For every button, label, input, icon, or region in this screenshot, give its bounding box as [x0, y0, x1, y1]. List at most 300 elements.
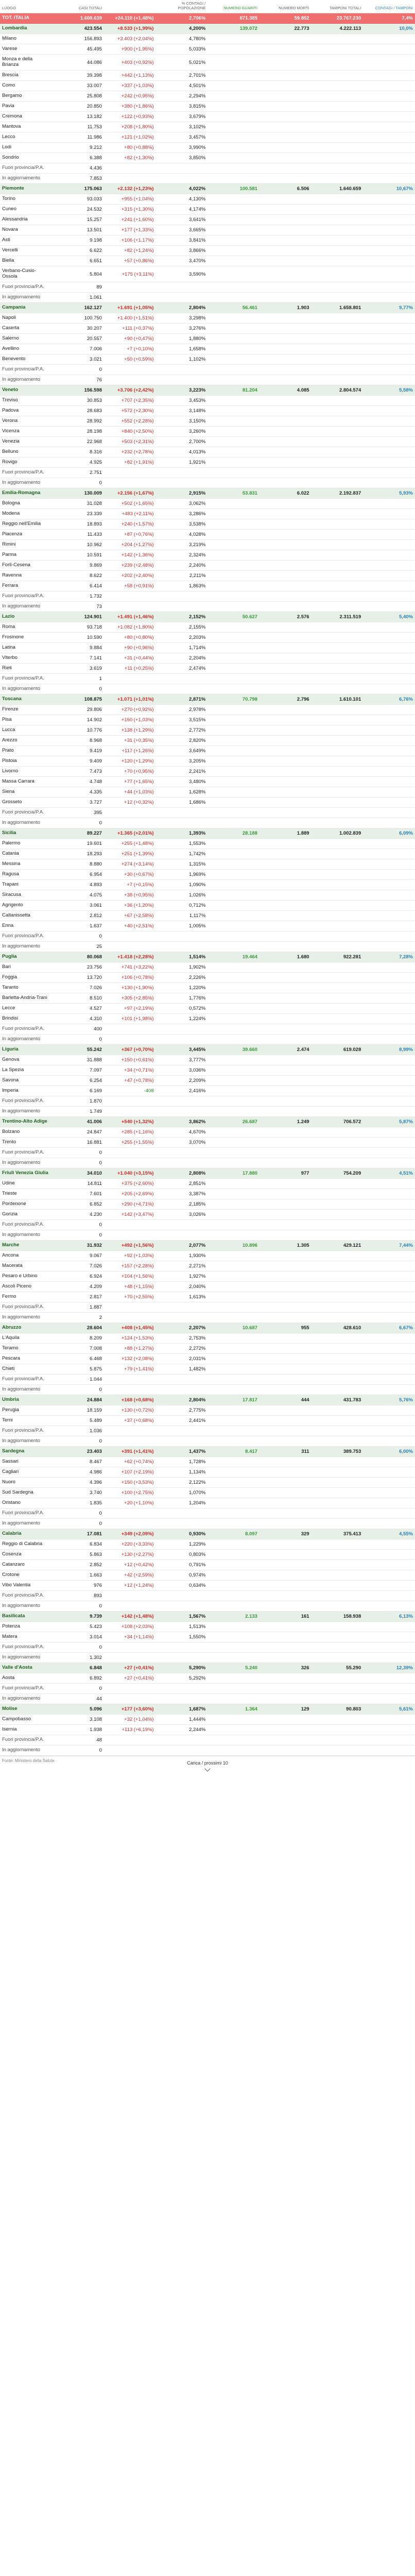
cell-tests: [312, 313, 364, 323]
region-row[interactable]: [0, 694, 415, 704]
cell-recovered: [208, 1127, 260, 1137]
cell-percent-population: 2,294%: [156, 91, 208, 101]
cell-percent-population: 1,930%: [156, 1250, 208, 1261]
cell-total-cases: 25.808: [52, 91, 104, 101]
cell-daily-change: +142 (+3,47%): [104, 1209, 156, 1219]
region-row[interactable]: [0, 1446, 415, 1456]
cell-daily-change: +375 (+2,60%): [104, 1178, 156, 1189]
cell-place: Perugia: [0, 1405, 52, 1415]
unassigned-row: [0, 1024, 415, 1034]
cell-positivity: [363, 982, 415, 993]
province-row: [0, 1281, 415, 1292]
header-daily-change[interactable]: [104, 0, 156, 13]
cell-total-cases: 8.880: [52, 859, 104, 869]
cell-percent-population: 2,209%: [156, 1075, 208, 1086]
cell-deaths: [260, 1292, 312, 1302]
cell-positivity: [363, 931, 415, 941]
cell-place: Potenza: [0, 1621, 52, 1632]
cell-place: Fermo: [0, 1292, 52, 1302]
province-row: [0, 55, 415, 71]
province-row: [0, 143, 415, 153]
cell-place: Venezia: [0, 436, 52, 447]
cell-daily-change: [104, 1096, 156, 1106]
cell-recovered: [208, 1590, 260, 1601]
cell-percent-population: [156, 941, 208, 952]
cell-daily-change: [104, 174, 156, 184]
cell-recovered: [208, 292, 260, 302]
cell-place: Fuori provincia/P.A.: [0, 1683, 52, 1693]
cell-total-cases: 7.853: [52, 174, 104, 184]
cell-percent-population: 2,185%: [156, 1199, 208, 1209]
cell-percent-population: 1,220%: [156, 982, 208, 993]
cell-positivity: [363, 1343, 415, 1353]
cell-percent-population: [156, 1230, 208, 1240]
cell-tests: [312, 1745, 364, 1755]
cell-positivity: [363, 818, 415, 828]
cell-deaths: 1.305: [260, 1240, 312, 1250]
region-row[interactable]: [0, 1611, 415, 1621]
cell-tests: [312, 1487, 364, 1498]
cell-deaths: [260, 756, 312, 766]
cell-deaths: [260, 1477, 312, 1487]
cell-total-cases: 1.637: [52, 921, 104, 931]
cell-positivity: [363, 55, 415, 71]
pending-row: [0, 375, 415, 385]
cell-percent-population: 2,241%: [156, 766, 208, 776]
cell-daily-change: [104, 601, 156, 612]
cell-place: Emilia-Romagna: [0, 488, 52, 498]
cell-percent-population: 3,219%: [156, 539, 208, 550]
region-row[interactable]: [0, 1323, 415, 1333]
cell-daily-change: +403 (+0,92%): [104, 55, 156, 71]
cell-daily-change: [104, 1147, 156, 1158]
cell-tests: [312, 931, 364, 941]
cell-place: Taranto: [0, 982, 52, 993]
cell-place: Enna: [0, 921, 52, 931]
cell-place: Vibo Valentia: [0, 1580, 52, 1590]
cell-positivity: [363, 478, 415, 488]
cell-percent-population: 5,290%: [156, 1663, 208, 1673]
cell-place: Latina: [0, 642, 52, 653]
province-row: [0, 81, 415, 91]
cell-total-cases: 4.075: [52, 890, 104, 900]
cell-positivity: [363, 71, 415, 81]
cell-deaths: [260, 375, 312, 385]
cell-positivity: [363, 1106, 415, 1116]
cell-positivity: [363, 143, 415, 153]
cell-positivity: [363, 1271, 415, 1281]
cell-positivity: [363, 1055, 415, 1065]
cell-positivity: [363, 1456, 415, 1467]
cell-tests: 754.209: [312, 1168, 364, 1178]
cell-daily-change: +1.491 (+1,46%): [104, 612, 156, 622]
cell-recovered: [208, 1219, 260, 1230]
region-row[interactable]: [0, 1395, 415, 1405]
cell-place: Mantova: [0, 122, 52, 132]
header-positivity[interactable]: CONTAGI / TAMPONI: [363, 0, 415, 13]
cell-percent-population: 2,155%: [156, 622, 208, 632]
cell-recovered: [208, 143, 260, 153]
cell-daily-change: [104, 1426, 156, 1436]
cell-percent-population: 1,687%: [156, 1704, 208, 1714]
region-row[interactable]: [0, 1044, 415, 1055]
cell-total-cases: 2.817: [52, 1292, 104, 1302]
cell-percent-population: 3,470%: [156, 256, 208, 266]
cell-place: Verona: [0, 416, 52, 426]
cell-tests: [312, 704, 364, 715]
cell-daily-change: +492 (+1,56%): [104, 1240, 156, 1250]
cell-percent-population: 3,276%: [156, 323, 208, 333]
cell-recovered: 39.660: [208, 1044, 260, 1055]
cell-tests: [312, 900, 364, 910]
cell-tests: [312, 1580, 364, 1590]
cell-deaths: [260, 1230, 312, 1240]
cell-tests: [312, 174, 364, 184]
cell-total-cases: 0: [52, 1508, 104, 1518]
cell-daily-change: [104, 1384, 156, 1395]
cell-positivity: [363, 1714, 415, 1724]
unassigned-row: [0, 807, 415, 818]
province-row: [0, 71, 415, 81]
cell-recovered: [208, 776, 260, 787]
cell-place: Imperia: [0, 1086, 52, 1096]
cell-tests: [312, 1477, 364, 1487]
cell-positivity: [363, 1147, 415, 1158]
cell-percent-population: 1,026%: [156, 890, 208, 900]
cell-total-cases: 8.622: [52, 570, 104, 581]
cell-positivity: [363, 1065, 415, 1075]
cell-percent-population: 2,701%: [156, 71, 208, 81]
header-place[interactable]: LUOGO: [0, 0, 52, 13]
province-row: [0, 194, 415, 205]
cell-daily-change: +1.071 (+1,01%): [104, 694, 156, 704]
cell-deaths: [260, 962, 312, 972]
total-row[interactable]: [0, 13, 415, 24]
cell-daily-change: +315 (+1,30%): [104, 205, 156, 215]
cell-total-cases: 108.875: [52, 694, 104, 704]
cell-tests: [312, 246, 364, 256]
cell-deaths: [260, 205, 312, 215]
cell-positivity: 6,67%: [363, 1323, 415, 1333]
cell-total-cases: 100.750: [52, 313, 104, 323]
cell-daily-change: +220 (+3,33%): [104, 1539, 156, 1549]
cell-percent-population: 3,223%: [156, 385, 208, 395]
cell-positivity: [363, 1292, 415, 1302]
cell-place: Viterbo: [0, 653, 52, 663]
cell-recovered: [208, 1343, 260, 1353]
region-row[interactable]: [0, 1663, 415, 1673]
cell-recovered: [208, 921, 260, 931]
region-row[interactable]: [0, 24, 415, 34]
cell-positivity: [363, 1683, 415, 1693]
cell-total-cases: 10.591: [52, 550, 104, 560]
pending-row: [0, 818, 415, 828]
cell-percent-population: 5,033%: [156, 44, 208, 55]
cell-positivity: [363, 436, 415, 447]
region-row[interactable]: [0, 952, 415, 962]
region-row[interactable]: [0, 1240, 415, 1250]
cell-daily-change: [104, 807, 156, 818]
cell-positivity: [363, 447, 415, 457]
cell-percent-population: 0,930%: [156, 1529, 208, 1539]
cell-percent-population: 2,804%: [156, 1395, 208, 1405]
cell-percent-population: 4,780%: [156, 34, 208, 44]
cell-tests: 428.610: [312, 1323, 364, 1333]
cell-positivity: [363, 787, 415, 797]
cell-percent-population: 4,200%: [156, 24, 208, 34]
cell-total-cases: 6.414: [52, 581, 104, 591]
cell-recovered: [208, 282, 260, 292]
cell-daily-change: +12 (+0,42%): [104, 1560, 156, 1570]
cell-recovered: [208, 993, 260, 1003]
cell-positivity: [363, 941, 415, 952]
cell-tests: [312, 807, 364, 818]
cell-deaths: [260, 1137, 312, 1147]
cell-positivity: [363, 34, 415, 44]
cell-place: Barletta-Andria-Trani: [0, 993, 52, 1003]
cell-percent-population: 1,005%: [156, 921, 208, 931]
cell-deaths: [260, 436, 312, 447]
cell-daily-change: [104, 941, 156, 952]
cell-deaths: [260, 1724, 312, 1735]
cell-percent-population: [156, 673, 208, 684]
cell-total-cases: 80.068: [52, 952, 104, 962]
unassigned-row: [0, 1642, 415, 1652]
cell-tests: 922.281: [312, 952, 364, 962]
cell-tests: [312, 725, 364, 735]
cell-deaths: [260, 246, 312, 256]
province-row: [0, 333, 415, 344]
cell-deaths: [260, 1013, 312, 1024]
cell-tests: [312, 194, 364, 205]
cell-tests: [312, 1292, 364, 1302]
cell-deaths: 2.474: [260, 1044, 312, 1055]
cell-positivity: 5,87%: [363, 1116, 415, 1127]
cell-deaths: [260, 174, 312, 184]
province-row: [0, 354, 415, 364]
cell-place: La Spezia: [0, 1065, 52, 1075]
cell-positivity: [363, 323, 415, 333]
cell-total-cases: 9.884: [52, 642, 104, 653]
cell-positivity: [363, 405, 415, 416]
cell-tests: [312, 1075, 364, 1086]
province-row: [0, 766, 415, 776]
cell-place: Salerno: [0, 333, 52, 344]
cell-place: Milano: [0, 34, 52, 44]
cell-percent-population: 1,117%: [156, 910, 208, 921]
region-row[interactable]: [0, 184, 415, 194]
cell-daily-change: [104, 1683, 156, 1693]
cell-tests: [312, 1621, 364, 1632]
cell-deaths: [260, 416, 312, 426]
cell-tests: [312, 715, 364, 725]
province-row: [0, 34, 415, 44]
region-row[interactable]: [0, 302, 415, 313]
region-row[interactable]: [0, 612, 415, 622]
cell-daily-change: +157 (+2,28%): [104, 1261, 156, 1271]
cell-positivity: [363, 1086, 415, 1096]
cell-total-cases: 73: [52, 601, 104, 612]
cell-tests: [312, 787, 364, 797]
cell-total-cases: 0: [52, 1745, 104, 1755]
cell-positivity: [363, 1673, 415, 1683]
cell-deaths: [260, 1632, 312, 1642]
cell-recovered: [208, 1652, 260, 1663]
cell-daily-change: +177 (+3,60%): [104, 1704, 156, 1714]
cell-recovered: [208, 266, 260, 282]
header-recovered[interactable]: NUMERO GUARITI: [208, 0, 260, 13]
cell-daily-change: [104, 1024, 156, 1034]
cell-place: In aggiornamento: [0, 478, 52, 488]
cell-recovered: [208, 323, 260, 333]
cell-percent-population: [156, 1034, 208, 1044]
cell-positivity: [363, 313, 415, 323]
cell-percent-population: 3,480%: [156, 776, 208, 787]
cell-total-cases: 17.081: [52, 1529, 104, 1539]
region-row[interactable]: [0, 488, 415, 498]
cell-daily-change: [104, 1158, 156, 1168]
cell-deaths: [260, 55, 312, 71]
cell-positivity: [363, 246, 415, 256]
source-note: Fonte: Ministero della Salute: [2, 1758, 55, 1763]
cell-total-cases: 0: [52, 931, 104, 941]
header-row: [0, 0, 415, 13]
header-tests[interactable]: TAMPONI TOTALI: [312, 0, 364, 13]
province-row: [0, 246, 415, 256]
cell-daily-change: [104, 1436, 156, 1446]
region-row[interactable]: [0, 1116, 415, 1127]
cell-place: Veneto: [0, 385, 52, 395]
cell-tests: 1.610.101: [312, 694, 364, 704]
cell-place: Fuori provincia/P.A.: [0, 1508, 52, 1518]
cell-deaths: 326: [260, 1663, 312, 1673]
cell-daily-change: +442 (+1,13%): [104, 71, 156, 81]
unassigned-row: [0, 1374, 415, 1384]
cell-place: In aggiornamento: [0, 1518, 52, 1529]
header-total-cases[interactable]: CASI TOTALI: [52, 0, 104, 13]
cell-deaths: [260, 900, 312, 910]
cell-recovered: [208, 879, 260, 890]
cell-deaths: [260, 467, 312, 478]
cell-positivity: [363, 1075, 415, 1086]
cell-percent-population: 2,820%: [156, 735, 208, 745]
cell-recovered: [208, 972, 260, 982]
province-row: [0, 993, 415, 1003]
cell-positivity: [363, 1580, 415, 1590]
cell-total-cases: 6.169: [52, 1086, 104, 1096]
cell-positivity: [363, 1013, 415, 1024]
pending-row: [0, 292, 415, 302]
cell-place: Sicilia: [0, 828, 52, 838]
cell-tests: [312, 498, 364, 509]
cell-percent-population: 3,260%: [156, 426, 208, 436]
cell-percent-population: 1,921%: [156, 457, 208, 467]
cell-place: Como: [0, 81, 52, 91]
cell-tests: [312, 436, 364, 447]
cell-percent-population: [156, 807, 208, 818]
pending-row: [0, 174, 415, 184]
cell-positivity: [363, 1570, 415, 1580]
cell-tests: [312, 375, 364, 385]
unassigned-row: [0, 1590, 415, 1601]
cell-daily-change: [104, 1374, 156, 1384]
cell-recovered: [208, 735, 260, 745]
header-percent-population[interactable]: % CONTAGI / POPOLAZIONE: [156, 0, 208, 13]
cell-tests: [312, 395, 364, 405]
region-row[interactable]: [0, 1529, 415, 1539]
pending-row: [0, 1034, 415, 1044]
cell-place: In aggiornamento: [0, 1745, 52, 1755]
cell-daily-change: +80 (+0,80%): [104, 632, 156, 642]
cell-recovered: [208, 1065, 260, 1075]
province-row: [0, 921, 415, 931]
chevron-down-icon: [204, 1766, 210, 1771]
cell-recovered: [208, 1642, 260, 1652]
cell-percent-population: 3,515%: [156, 715, 208, 725]
region-row[interactable]: [0, 828, 415, 838]
cell-percent-population: 1,513%: [156, 1621, 208, 1632]
cell-deaths: [260, 890, 312, 900]
cell-recovered: [208, 1261, 260, 1271]
cell-positivity: [363, 797, 415, 807]
cell-total-cases: 31.888: [52, 1055, 104, 1065]
cell-recovered: [208, 539, 260, 550]
cell-tests: [312, 71, 364, 81]
cell-daily-change: +24.110 (+1,48%): [104, 13, 156, 24]
cell-tests: [312, 1508, 364, 1518]
cell-deaths: [260, 71, 312, 81]
region-row[interactable]: [0, 385, 415, 395]
cell-percent-population: 4,028%: [156, 529, 208, 539]
unassigned-row: [0, 1683, 415, 1693]
cell-daily-change: +142 (+1,36%): [104, 550, 156, 560]
province-row: [0, 266, 415, 282]
cell-recovered: [208, 34, 260, 44]
cell-daily-change: +290 (+4,71%): [104, 1199, 156, 1209]
load-more-button[interactable]: [177, 1760, 238, 1771]
cell-place: Bologna: [0, 498, 52, 509]
cell-recovered: 53.831: [208, 488, 260, 498]
header-deaths[interactable]: NUMERO MORTI: [260, 0, 312, 13]
cell-recovered: [208, 529, 260, 539]
cell-total-cases: 130.009: [52, 488, 104, 498]
province-row: [0, 395, 415, 405]
cell-recovered: [208, 1384, 260, 1395]
cell-total-cases: 1: [52, 673, 104, 684]
cell-total-cases: 4.527: [52, 1003, 104, 1013]
province-row: [0, 715, 415, 725]
cell-total-cases: 423.554: [52, 24, 104, 34]
cell-recovered: [208, 1086, 260, 1096]
cell-tests: [312, 849, 364, 859]
cell-percent-population: 3,850%: [156, 153, 208, 163]
cell-deaths: [260, 529, 312, 539]
cell-daily-change: +37 (+0,68%): [104, 1415, 156, 1426]
cell-tests: [312, 735, 364, 745]
cell-deaths: [260, 663, 312, 673]
region-row[interactable]: [0, 1168, 415, 1178]
cell-recovered: 56.461: [208, 302, 260, 313]
region-row[interactable]: [0, 1704, 415, 1714]
cell-positivity: [363, 1745, 415, 1755]
cell-positivity: [363, 153, 415, 163]
cell-recovered: [208, 364, 260, 375]
cell-recovered: [208, 215, 260, 225]
cell-tests: 375.413: [312, 1529, 364, 1539]
cell-tests: [312, 993, 364, 1003]
cell-tests: [312, 44, 364, 55]
cell-positivity: [363, 344, 415, 354]
